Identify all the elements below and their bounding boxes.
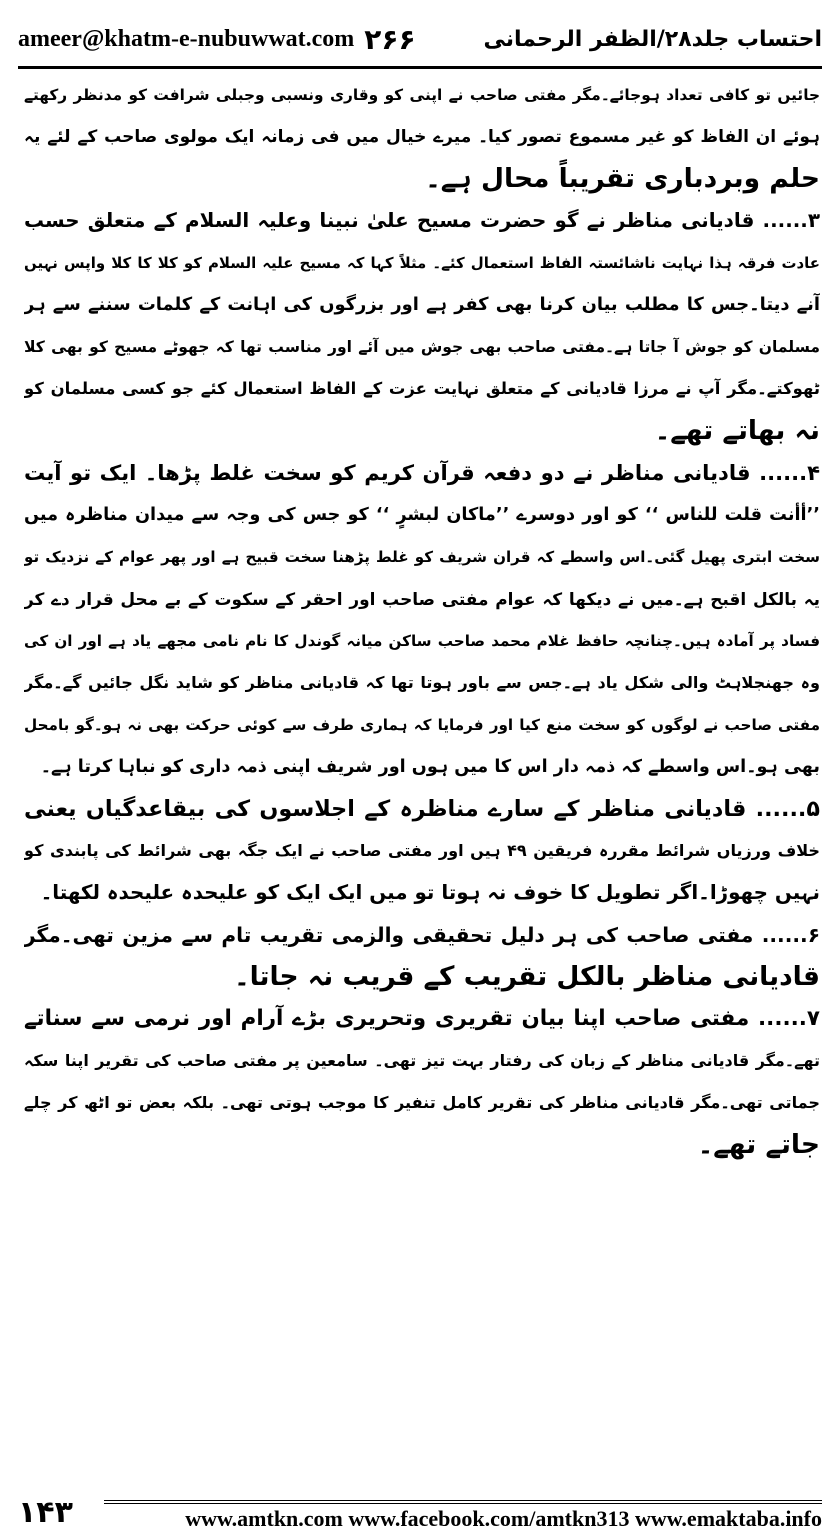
body-line: بھی ہو۔اس واسطے کہ ذمہ دار اس کا میں ہوں اور شریف اپنی ذمہ داری کو نباہا کرتا ہے۔ bbox=[40, 757, 820, 777]
body-line: جاتے تھے۔ bbox=[697, 1129, 820, 1160]
body-line: یہ بالکل اقبح ہے۔میں نے دیکھا کہ عوام مفتی صاحب اور احقر کے سکوت کے بے محل قرار دے کر bbox=[24, 589, 820, 609]
body-line: ’’أأنت قلت للناس ‘‘ کو اور دوسرے ’’ماکان لبشرٍ ‘‘ کو جس کی وجہ سے میدان مناظرہ میں bbox=[24, 505, 820, 525]
body-line: وہ جھنجلاہٹ والی شکل یاد ہے۔جس سے باور ہوتا تھا کہ قادیانی مناظر کو شاید نگل جائیں گے۔مگر bbox=[24, 673, 820, 692]
page-footer bbox=[18, 1494, 822, 1532]
page-header bbox=[18, 14, 822, 64]
body-line: مفتی صاحب نے لوگوں کو سخت منع کیا اور فرمایا کہ ہماری طرف سے کوئی حرکت بھی نہ ہو۔گو بامحل bbox=[24, 716, 820, 734]
body-line: نہیں چھوڑا۔اگر تطویل کا خوف نہ ہوتا تو میں ایک ایک کو علیحدہ علیحدہ لکھتا۔ bbox=[40, 881, 820, 904]
page-body bbox=[24, 74, 820, 1474]
footer-page-number: ۱۴۳ bbox=[18, 1495, 73, 1530]
header-book-title: احتساب جلد۲۸/الظفر الرحمانی bbox=[483, 26, 822, 52]
body-line: جائیں تو کافی تعداد ہوجائے۔مگر مفتی صاحب نے اپنی کو وقاری ونسبی وجبلی شرافت کو مدنظر رکھتے bbox=[24, 86, 820, 104]
body-line: نہ بھاتے تھے۔ bbox=[654, 415, 820, 446]
body-line: خلاف ورزیاں شرائط مقررہ فریقین ۴۹ ہیں اور مفتی صاحب نے ایک جگہ بھی شرائط کی پابندی کو bbox=[24, 841, 820, 860]
header-left bbox=[18, 23, 416, 56]
body-line: حلم وبردباری تقریباً محال ہے۔ bbox=[425, 163, 820, 194]
body-line: ۳...... قادیانی مناظر نے گو حضرت مسیح علیٰ نبینا وعلیہ السلام کے متعلق حسب bbox=[24, 209, 820, 232]
body-line: تھے۔مگر قادیانی مناظر کے زبان کی رفتار بہت تیز تھی۔ سامعین پر مفتی صاحب کی تقریر اپنا سکہ bbox=[24, 1051, 820, 1070]
body-line: فساد پر آمادہ ہیں۔چنانچہ حافظ غلام محمد صاحب ساکن میانہ گوندل کا نام نامی مجھے یاد ہے اور ان کی bbox=[24, 632, 820, 650]
header-rule bbox=[18, 66, 822, 69]
body-line: ۴...... قادیانی مناظر نے دو دفعہ قرآن کریم کو سخت غلط پڑھا۔ ایک تو آیت bbox=[24, 460, 820, 485]
header-email: ameer@khatm-e-nubuwwat.com bbox=[18, 25, 355, 52]
body-line: جماتی تھی۔مگر قادیانی مناظر کی تقریر کامل تنفیر کا موجب ہوتی تھی۔ بلکہ بعض تو اٹھ کر چلے bbox=[24, 1093, 820, 1112]
body-line: ٹھوکتے۔مگر آپ نے مرزا قادیانی کے متعلق نہایت عزت کے الفاظ استعمال کئے جو کسی مسلمان کو bbox=[24, 379, 820, 398]
body-line: قادیانی مناظر بالکل تقریب کے قریب نہ جاتا۔ bbox=[234, 961, 820, 992]
body-line: عادت فرقہ ہذا نہایت ناشائستہ الفاظ استعمال کئے۔ مثلاً کہا کہ مسیح علیہ السلام کو کلا کا کلا واپس نہیں bbox=[24, 254, 820, 272]
body-line: سخت ابتری پھیل گئی۔اس واسطے کہ قران شریف کو غلط پڑھنا سخت قبیح ہے اور پھر عوام کے نزدیک تو bbox=[24, 548, 820, 566]
footer-links: www.amtkn.com www.facebook.com/amtkn313 www.emaktaba.info bbox=[104, 1500, 822, 1532]
body-line: آنے دیتا۔جس کا مطلب بیان کرنا بھی کفر ہے اور بزرگوں کی اہانت کے کلمات سننے سے ہر bbox=[24, 294, 820, 315]
header-page-number: ۲۶۶ bbox=[364, 22, 416, 56]
body-line: ۵...... قادیانی مناظر کے سارے مناظرہ کے اجلاسوں کی بیقاعدگیاں یعنی bbox=[24, 796, 820, 822]
body-line: مسلمان کو جوش آ جاتا ہے۔مفتی صاحب بھی جوش میں آئے اور مناسب تھا کہ جھوٹے مسیح کو بھی کلا bbox=[24, 338, 820, 356]
body-line: ہوئے ان الفاظ کو غیر مسموع تصور کیا۔ میرے خیال میں فی زمانہ ایک مولوی صاحب کے لئے یہ bbox=[24, 127, 820, 147]
body-line: ۷...... مفتی صاحب اپنا بیان تقریری وتحریری بڑے آرام اور نرمی سے سناتے bbox=[24, 1006, 820, 1031]
body-line: ۶...... مفتی صاحب کی ہر دلیل تحقیقی والزمی تقریب تام سے مزین تھی۔مگر bbox=[24, 923, 820, 947]
